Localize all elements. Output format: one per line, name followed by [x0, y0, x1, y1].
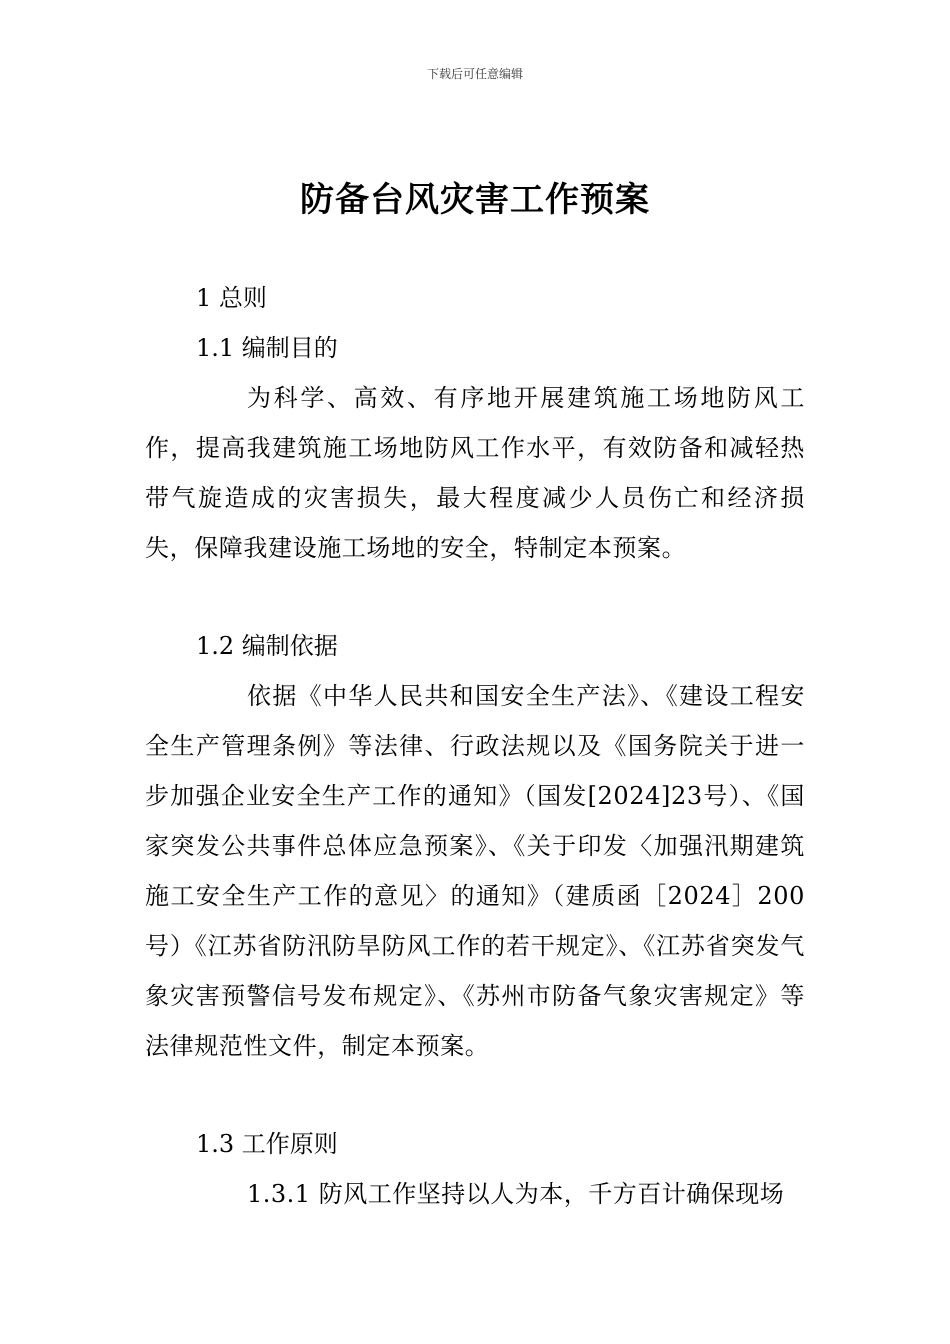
- section-heading-1-2: 1.2 编制依据: [196, 632, 338, 660]
- section-heading-1: 1 总则: [196, 284, 267, 312]
- section-heading-1-1: 1.1 编制目的: [196, 334, 338, 362]
- header-note: 下载后可任意编辑: [426, 67, 523, 81]
- section-heading-1-3: 1.3 工作原则: [196, 1130, 338, 1158]
- paragraph-purpose: 为科学、高效、有序地开展建筑施工场地防风工作，提高我建筑施工场地防风工作水平，有效防备和减轻热带气旋造成的灾害损失，最大程度减少人员伤亡和经济损失，保障我建设施工场地的安全，特制定本预案。: [145, 384, 805, 562]
- page-title: 防备台风灾害工作预案: [300, 180, 650, 220]
- paragraph-basis: 依据《中华人民共和国安全生产法》、《建设工程安全生产管理条例》等法律、行政法规以及《国务院关于进一步加强企业安全生产工作的通知》（国发[2024]23号）、《国家突发公共事件总体应急预案》、《关于印发〈加强汛期建筑施工安全生产工作的意见〉的通知》（建质函［2024］200号）《江苏省防汛防旱防风工作的若干规定》、《江苏省突发气象灾害预警信号发布规定》、《苏州市防备气象灾害规定》等法律规范性文件，制定本预案。: [145, 682, 805, 1060]
- sub-item-1-3-1: 1.3.1 防风工作坚持以人为本，千方百计确保现场: [247, 1180, 785, 1208]
